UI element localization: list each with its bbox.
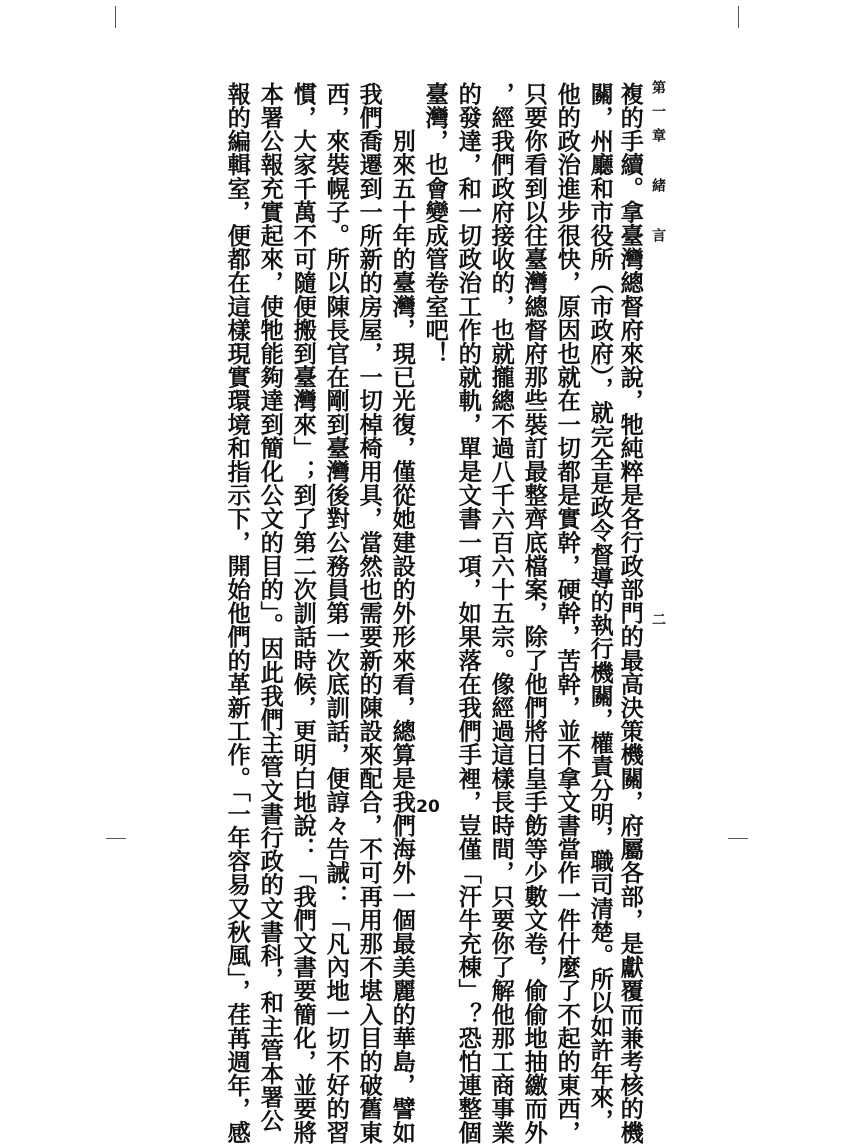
text-column: 西，來裝幌子。所以陳長官在剛到臺灣後對公務員第一次底訓話，便諄々告誡：「凡內地一切不好的習 xyxy=(322,82,350,1144)
text-column: 只要你看到以往臺灣總督府那些裝訂最整齊底檔案，除了他們將日皇手飭等少數文卷，偷偷地抽繳而外 xyxy=(520,82,548,1144)
text-column: 臺灣，也會變成管卷室吧！ xyxy=(421,82,449,366)
text-column: 複的手續。拿臺灣總督府來說，牠純粹是各行政部門的最高決策機關，府屬各部，是獻覆而兼考核的機 xyxy=(616,82,644,1144)
crop-mark xyxy=(106,838,126,839)
text-column: 他的政治進步很快，原因也就在一切都是實幹，硬幹，苦幹，並不拿文書當作一件什麼了不起的東西， xyxy=(553,82,581,1144)
chapter-heading: 第一章 緒 言 xyxy=(650,80,666,252)
text-column: 本署公報充實起來，使牠能夠達到簡化公文的目的」。因此我們主管文書行政的文書科，和主管本署公 xyxy=(256,82,284,1133)
crop-mark xyxy=(728,838,748,839)
page-number: 20 xyxy=(416,797,440,817)
text-column: 慣，大家千萬不可隨便搬到臺灣來」；到了第二次訓話時候，更明白地說：「我們文書要簡化，並要將 xyxy=(289,82,317,1144)
crop-mark xyxy=(738,6,739,28)
crop-mark xyxy=(115,6,116,28)
text-column: 的發達，和一切政治工作的就軌，單是文書一項，如果落在我們手裡，豈僅「汗牛充棟」？恐怕連整個 xyxy=(454,82,482,1144)
text-column: 關，州廳和市役所（市政府），就完全是政令督導的執行機關，權責分明，職司清楚。所以如許年來， xyxy=(586,82,614,1133)
text-column: 我們喬遷到一所新的房屋，一切棹椅用具，當然也需要新的陳設來配合，不可再用那不堪入目的破舊東 xyxy=(355,82,383,1144)
text-column: 別來五十年的臺灣，現已光復，僅從她建設的外形來看，總算是我們海外一個最美麗的華島，譬如 xyxy=(388,82,416,1144)
text-column: ，經我們政府接收的，也就攏總不過八千六百六十五宗。像經過這樣長時間，只要你了解他那工商事業 xyxy=(487,82,515,1144)
text-column: 報的編輯室，便都在這樣現實環境和指示下，開始他們的革新工作。「一年容易又秋風」，荏苒週年，感 xyxy=(223,82,251,1144)
side-page-number: 二 xyxy=(650,612,666,636)
